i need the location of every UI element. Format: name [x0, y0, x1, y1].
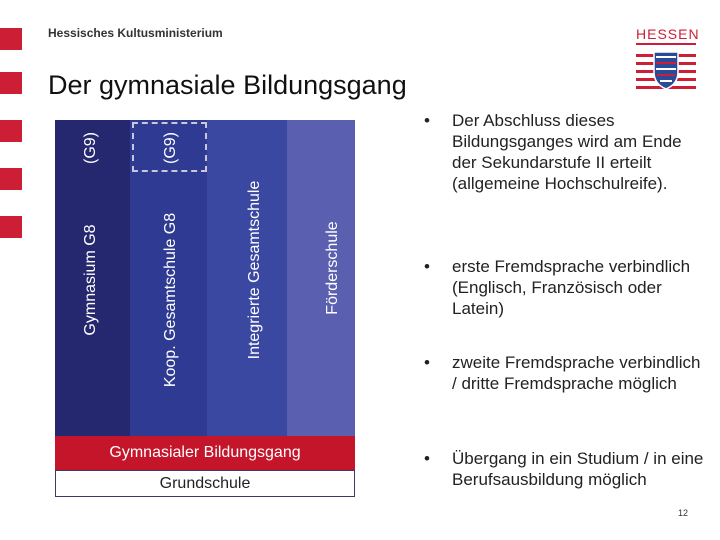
column-label: Koop. Gesamtschule G8 [162, 212, 179, 388]
decor-square [0, 120, 22, 142]
decor-square [0, 168, 22, 190]
page-title: Der gymnasiale Bildungsgang [48, 70, 407, 100]
bullet-text: zweite Fremdsprache verbindlich / dritte Fremdsprache möglich [452, 353, 701, 393]
grundschule-bar: Grundschule [55, 470, 355, 497]
logo-text: HESSEN [636, 26, 700, 42]
decor-square [0, 72, 22, 94]
bullet-item [424, 256, 704, 319]
gymnasialer-bildungsgang-bar: Gymnasialer Bildungsgang [55, 436, 355, 470]
bullet-item [424, 110, 704, 194]
bullet-item [424, 448, 704, 490]
bullet-text: erste Fremdsprache verbindlich (Englisch, Französisch oder Latein) [452, 257, 691, 318]
column-label: Gymnasium G8 [82, 224, 99, 336]
column-sublabel: (G9) [162, 132, 179, 164]
decor-square [0, 216, 22, 238]
hessen-logo [636, 26, 700, 97]
page-number: 12 [678, 508, 689, 518]
bullet-icon: • [424, 353, 430, 372]
education-diagram [55, 120, 355, 497]
bullet-icon: • [424, 449, 430, 468]
decor-square [0, 28, 22, 50]
bullet-text: Der Abschluss dieses Bildungsganges wird am Ende der Sekundarstufe II erteilt (allgemeine Hochschulreife). [452, 111, 682, 193]
column-label: Integrierte Gesamtschule [246, 180, 263, 360]
bullet-item [424, 352, 704, 394]
column-foerderschule [287, 120, 355, 436]
column-sublabel: (G9) [82, 132, 99, 164]
logo-divider [636, 43, 696, 45]
bullet-icon: • [424, 111, 430, 130]
bullet-icon: • [424, 257, 430, 276]
bullet-text: Übergang in ein Studium / in eine Berufsausbildung möglich [452, 449, 704, 489]
coat-of-arms-icon [636, 48, 696, 92]
column-label: Förderschule [324, 221, 341, 315]
ministry-name: Hessisches Kultusministerium [48, 26, 223, 40]
